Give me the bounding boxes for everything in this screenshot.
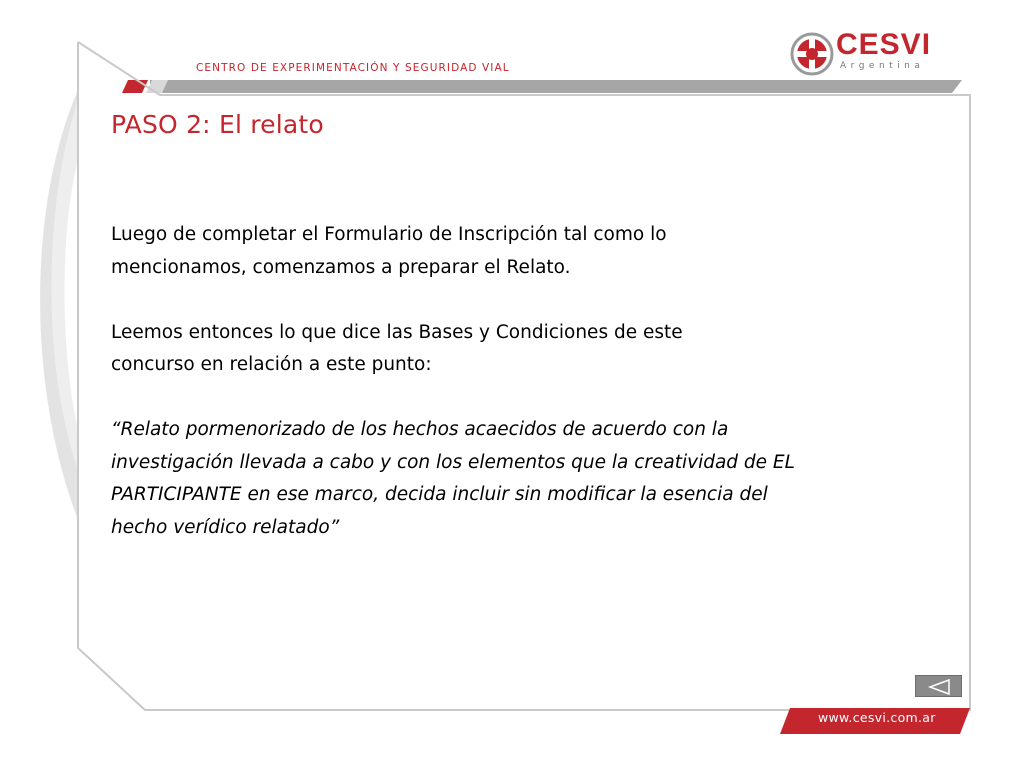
logo-subtitle: Argentina [840,61,925,71]
footer-url-link[interactable]: www.cesvi.com.ar [818,710,936,725]
cesvi-logo [790,30,960,78]
org-name-header: CENTRO DE EXPERIMENTACIÓN Y SEGURIDAD VIAL [196,62,510,74]
previous-slide-button[interactable] [915,675,962,697]
quote-line: “Relato pormenorizado de los hechos acaecidos de acuerdo con la [111,419,729,440]
paragraph-line: Luego de completar el Formulario de Inscripción tal como lo [111,224,667,245]
slide-body [111,219,891,544]
paragraph-line: mencionamos, comenzamos a preparar el Relato. [111,256,571,278]
quote-line: investigación llevada a cabo y con los elementos que la creatividad de EL [111,451,795,473]
triangle-left-icon [916,676,963,698]
quote-line: PARTICIPANTE en ese marco, decida incluir sin modificar la esencia del [111,484,768,505]
logo-emblem-icon [790,32,834,76]
paragraph-line: Leemos entonces lo que dice las Bases y Condiciones de este [111,321,683,343]
slide-title: PASO 2: El relato [111,110,324,139]
logo-word: CESVI [836,28,932,61]
quote-line: hecho verídico relatado” [111,516,340,538]
paragraph-line: concurso en relación a este punto: [111,354,432,375]
